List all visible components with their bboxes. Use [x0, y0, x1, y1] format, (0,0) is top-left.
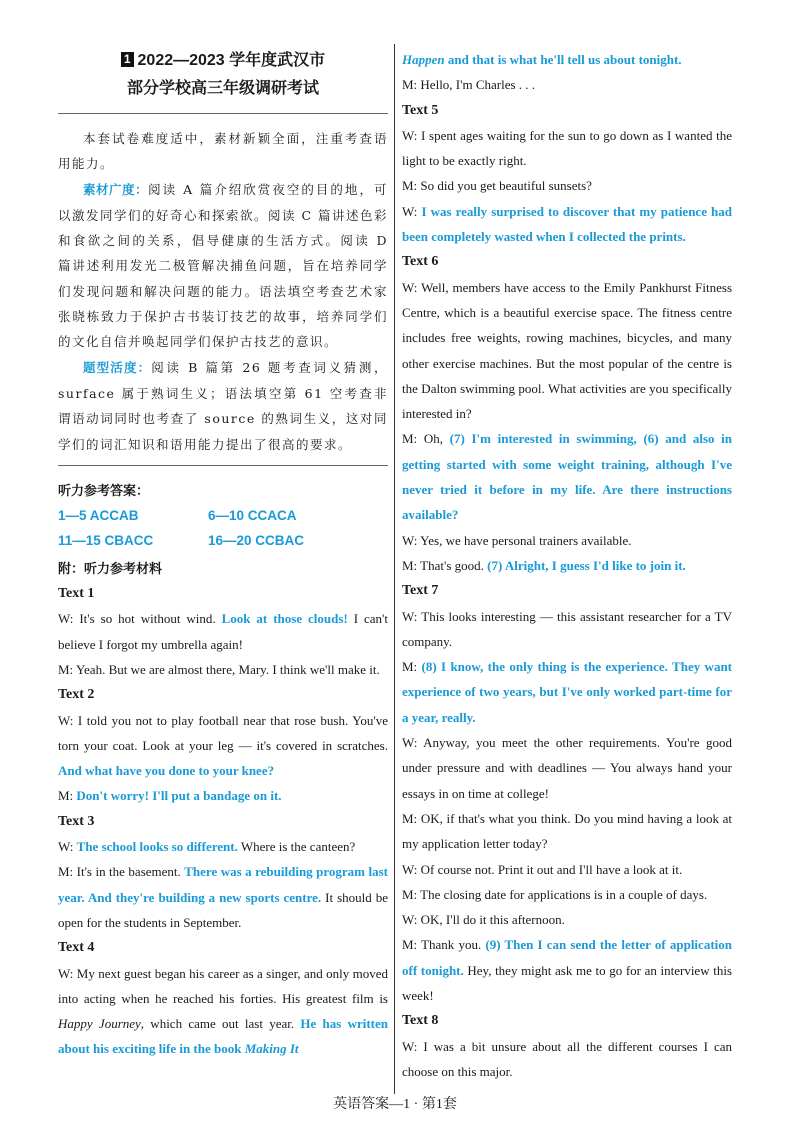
material-heading: 附：听力参考材料: [58, 560, 163, 576]
dialogue-line: [402, 604, 732, 655]
transcript-right: [402, 47, 732, 1084]
intro-material: [58, 177, 388, 355]
answer-highlight: (9) Then I can send the letter of application off tonight.: [402, 937, 732, 978]
dialogue-line: [402, 173, 732, 198]
material-label: 素材广度：: [83, 182, 149, 197]
transcript-left: [58, 581, 388, 1062]
title-line-1: 2022—2023 学年度武汉市: [137, 52, 326, 69]
dialogue-line: [402, 806, 732, 857]
dialogue-text: M: The closing date for applications is in a couple of days.: [402, 886, 708, 902]
answer-highlight: (7) I'm interested in swimming, (6) and also in getting started with some weight training, although I've never tried it before in my life. Are there instructions available?: [402, 431, 733, 523]
dialogue-text: Happy Journey: [58, 1016, 141, 1032]
dialogue-line: [402, 654, 732, 730]
intro-summary: 本套试卷难度适中，素材新颖全面，注重考查语用能力。: [58, 131, 388, 172]
dialogue-text: Text 4: [58, 940, 95, 956]
dialogue-text: W: I was a bit unsure about all the different courses I can choose on this major.: [402, 1038, 732, 1079]
intro-question-types: [58, 355, 388, 457]
dialogue-line: [402, 553, 732, 578]
dialogue-line: [402, 1034, 732, 1085]
text-heading: [58, 809, 388, 834]
intro-section: [58, 126, 388, 457]
dialogue-text: W:: [402, 203, 422, 219]
dialogue-text: It should be open for the students in September.: [58, 889, 389, 930]
question-type-text: 阅读 B 篇第 26 题考查词义猜测，surface 属于熟词生义；语法填空第 61 空考查非谓语动词同时也考查了 source 的熟词生义，这对同学们的词汇知识和语用能力提出了很高的要求。: [58, 359, 388, 452]
answer-highlight: (8) I know, the only thing is the experience. They want experience of two years, but I've only worked part-time for a year, really.: [402, 659, 733, 725]
dialogue-text: W: Yes, we have personal trainers available.: [402, 532, 632, 548]
column-divider: [394, 44, 395, 1094]
dialogue-line: [402, 730, 732, 806]
text-heading: [402, 578, 732, 603]
divider: [58, 465, 388, 466]
dialogue-line: [58, 859, 388, 935]
dialogue-text: W:: [58, 839, 77, 855]
dialogue-line: [402, 199, 732, 250]
answer-group: 11—15 CBACC: [58, 533, 154, 549]
answer-row: [58, 503, 388, 528]
text-heading: [402, 1008, 732, 1033]
dialogue-line: [402, 907, 732, 932]
text-heading: [402, 98, 732, 123]
dialogue-text: M: Thank you.: [402, 937, 486, 953]
text-heading: [402, 249, 732, 274]
dialogue-line: [402, 528, 732, 553]
dialogue-line: [402, 275, 732, 427]
answer-highlight: He has written about his exciting life in the book: [58, 1016, 388, 1057]
answer-highlight: The school looks so different.: [76, 839, 238, 855]
dialogue-text: Where is the canteen?: [237, 839, 356, 855]
divider: [58, 113, 388, 114]
text-heading: [58, 682, 388, 707]
dialogue-line: [402, 72, 732, 97]
dialogue-text: W: It's so hot without wind.: [58, 611, 222, 627]
dialogue-text: M: Yeah. But we are almost there, Mary. I think we'll make it.: [58, 661, 380, 677]
answer-group: 16—20 CCBAC: [208, 533, 305, 549]
dialogue-text: Text 8: [402, 1013, 439, 1029]
answer-highlight: Making It: [244, 1041, 299, 1057]
dialogue-text: I can't believe I forgot my umbrella again!: [58, 611, 388, 652]
dialogue-text: W: I told you not to play football near that rose bush. You've torn your coat. Look at your leg — it's covered in scratches.: [58, 712, 388, 753]
dialogue-text: Text 5: [402, 102, 439, 118]
title-line-2: 部分学校高三年级调研考试: [126, 80, 319, 97]
dialogue-text: M:: [58, 788, 77, 804]
dialogue-line: [402, 123, 732, 174]
answer-group: 6—10 CCACA: [208, 508, 297, 524]
answer-highlight: And what have you done to your knee?: [58, 763, 275, 779]
dialogue-text: W: OK, I'll do it this afternoon.: [402, 912, 565, 928]
right-column: [402, 47, 732, 1084]
text-heading: [58, 581, 388, 606]
dialogue-line: [402, 932, 732, 1008]
dialogue-line: [402, 857, 732, 882]
dialogue-text: M: It's in the basement.: [58, 864, 185, 880]
dialogue-text: W: This looks interesting — this assistant researcher for a TV company.: [402, 608, 732, 649]
set-number-badge: 1: [121, 52, 134, 67]
dialogue-line: [58, 961, 388, 1062]
dialogue-line: [402, 426, 732, 527]
answer-highlight: There was a rebuilding program last year. And they're building a new sports centre.: [58, 864, 388, 905]
answer-group: 1—5 ACCAB: [58, 508, 139, 524]
left-column: [58, 47, 388, 1062]
dialogue-line: [58, 834, 388, 859]
dialogue-line: [58, 657, 388, 682]
dialogue-text: M: Hello, I'm Charles . . .: [402, 77, 536, 93]
dialogue-text: Text 6: [402, 254, 439, 270]
answer-row: [58, 528, 388, 553]
answer-highlight: Look at those clouds!: [221, 611, 348, 627]
answer-highlight: (7) Alright, I guess I'd like to join it.: [487, 557, 686, 573]
dialogue-line: [402, 882, 732, 907]
question-type-label: 题型活度：: [83, 360, 152, 375]
dialogue-text: M: Oh,: [402, 431, 450, 447]
dialogue-text: W: Anyway, you meet the other requirements. You're good under pressure and with deadlines — You always hand your essays in on time at college!: [402, 735, 732, 801]
dialogue-text: W: Well, members have access to the Emily Pankhurst Fitness Centre, which is a beautiful exercise space. The fitness centre includes free weights, rowing machines, bicycles, and many other exercise machines. But the most popular of the centre is the Dalton swimming pool. What activities are you specifically interested in?: [402, 279, 732, 422]
text-heading: [58, 935, 388, 960]
dialogue-text: M:: [402, 659, 422, 675]
dialogue-text: M: OK, if that's what you think. Do you mind having a look at my application letter today?: [402, 810, 732, 852]
dialogue-line: [58, 708, 388, 784]
answer-highlight: Don't worry! I'll put a bandage on it.: [76, 788, 282, 804]
answer-highlight: I was really surprised to discover that my patience had been completely wasted when I collected the prints.: [402, 203, 732, 245]
dialogue-line: [58, 783, 388, 808]
answer-heading: 听力参考答案：: [58, 482, 150, 498]
page-footer: 英语答案—1 · 第1套: [333, 1097, 457, 1112]
dialogue-text: M: That's good.: [402, 557, 488, 573]
page-title: [58, 47, 388, 103]
dialogue-text: W: I spent ages waiting for the sun to go down as I wanted the light to be exactly right.: [402, 127, 732, 169]
dialogue-text: Text 1: [58, 586, 95, 602]
dialogue-line: [58, 606, 388, 657]
dialogue-text: W: My next guest began his career as a singer, and only moved into acting when he reached his forties. His greatest film is: [58, 965, 388, 1006]
material-text: 阅读 A 篇介绍欣赏夜空的目的地，可以激发同学们的好奇心和探索欲。阅读 C 篇讲述色彩和食欲之间的关系，倡导健康的生活方式。阅读 D 篇讲述利用发光二极管解决捕鱼问题，旨在培养同学们发现问题和解决问题的能力。语法填空考查艺术家张晓栋致力于保护古书装订技艺的故事，培养同学们的文化自信并唤起同学们保护古技艺的意识。: [58, 181, 389, 350]
dialogue-line: [402, 47, 732, 72]
dialogue-text: , which came out last year.: [140, 1016, 301, 1032]
dialogue-text: W: Of course not. Print it out and I'll have a look at it.: [402, 861, 683, 877]
dialogue-text: Text 7: [402, 583, 439, 599]
dialogue-text: Text 2: [58, 687, 95, 703]
answer-highlight: and that is what he'll tell us about tonight.: [444, 52, 682, 67]
dialogue-text: Hey, they might ask me to go for an interview this week!: [402, 962, 732, 1003]
dialogue-text: M: So did you get beautiful sunsets?: [402, 178, 592, 194]
dialogue-text: Text 3: [58, 813, 95, 829]
answer-highlight: Happen: [402, 52, 445, 67]
